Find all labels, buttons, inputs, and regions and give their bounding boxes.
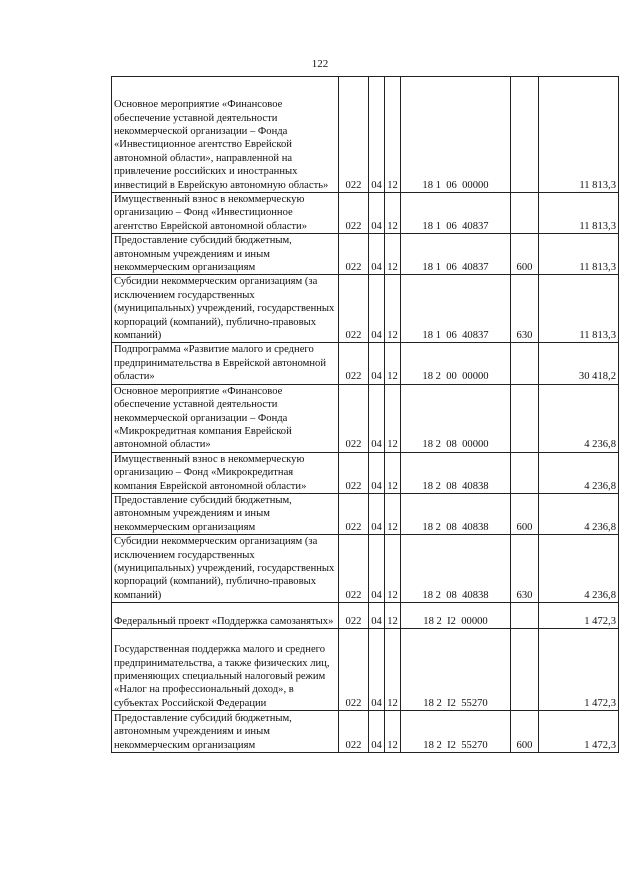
row-target-article-cell: 18 2 I2 00000 [401, 603, 511, 629]
row-section-cell: 04 [369, 234, 385, 275]
row-subsection-cell: 12 [385, 234, 401, 275]
row-name-cell: Основное мероприятие «Финансовое обеспечение уставной деятельности некоммерческой организации – Фонда «Инвестиционное агентство Еврейской автономной области», направленной на привлечение российских и иностранных инвестиций в Еврейскую автономную область» [112, 77, 339, 193]
row-target-article-cell: 18 2 00 00000 [401, 343, 511, 384]
row-expense-type-cell: 630 [511, 275, 539, 343]
row-name-cell: Имущественный взнос в некоммерческую организацию – Фонд «Инвестиционное агентство Еврейской автономной области» [112, 193, 339, 234]
row-expense-type-cell [511, 384, 539, 452]
row-sum-cell: 1 472,3 [539, 629, 619, 711]
row-subsection-cell: 12 [385, 452, 401, 493]
row-admin-code-cell: 022 [339, 275, 369, 343]
row-name-cell: Имущественный взнос в некоммерческую организацию – Фонд «Микрокредитная компания Еврейской автономной области» [112, 452, 339, 493]
row-expense-type-cell: 600 [511, 234, 539, 275]
row-sum-cell: 11 813,3 [539, 77, 619, 193]
row-section-cell: 04 [369, 603, 385, 629]
row-target-article-cell: 18 1 06 00000 [401, 77, 511, 193]
row-admin-code-cell: 022 [339, 77, 369, 193]
row-sum-cell: 11 813,3 [539, 193, 619, 234]
row-name-cell: Предоставление субсидий бюджетным, автономным учреждениям и иным некоммерческим организациям [112, 234, 339, 275]
row-name-cell: Федеральный проект «Поддержка самозанятых» [112, 603, 339, 629]
row-expense-type-cell [511, 629, 539, 711]
row-section-cell: 04 [369, 493, 385, 534]
row-sum-cell: 4 236,8 [539, 493, 619, 534]
row-sum-cell: 4 236,8 [539, 452, 619, 493]
table-row [112, 234, 619, 275]
row-section-cell: 04 [369, 343, 385, 384]
row-expense-type-cell [511, 343, 539, 384]
row-section-cell: 04 [369, 384, 385, 452]
table-row [112, 629, 619, 711]
table-row [112, 343, 619, 384]
row-expense-type-cell: 630 [511, 535, 539, 603]
table-row [112, 275, 619, 343]
row-admin-code-cell: 022 [339, 452, 369, 493]
row-subsection-cell: 12 [385, 343, 401, 384]
row-subsection-cell: 12 [385, 535, 401, 603]
row-section-cell: 04 [369, 77, 385, 193]
table-row [112, 384, 619, 452]
row-section-cell: 04 [369, 193, 385, 234]
row-expense-type-cell: 600 [511, 711, 539, 753]
row-name-cell: Основное мероприятие «Финансовое обеспечение уставной деятельности некоммерческой организации – Фонда «Микрокредитная компания Еврейской автономной области» [112, 384, 339, 452]
row-section-cell: 04 [369, 452, 385, 493]
table-row [112, 452, 619, 493]
row-subsection-cell: 12 [385, 711, 401, 753]
table-row [112, 603, 619, 629]
row-target-article-cell: 18 1 06 40837 [401, 234, 511, 275]
row-subsection-cell: 12 [385, 77, 401, 193]
row-expense-type-cell [511, 77, 539, 193]
row-expense-type-cell: 600 [511, 493, 539, 534]
row-section-cell: 04 [369, 711, 385, 753]
row-section-cell: 04 [369, 275, 385, 343]
row-section-cell: 04 [369, 629, 385, 711]
row-subsection-cell: 12 [385, 384, 401, 452]
row-admin-code-cell: 022 [339, 343, 369, 384]
row-subsection-cell: 12 [385, 275, 401, 343]
row-target-article-cell: 18 1 06 40837 [401, 193, 511, 234]
row-admin-code-cell: 022 [339, 384, 369, 452]
row-subsection-cell: 12 [385, 629, 401, 711]
table-row [112, 711, 619, 753]
row-admin-code-cell: 022 [339, 711, 369, 753]
row-target-article-cell: 18 2 08 40838 [401, 452, 511, 493]
budget-table [111, 76, 619, 753]
row-sum-cell: 11 813,3 [539, 234, 619, 275]
row-sum-cell: 1 472,3 [539, 711, 619, 753]
row-target-article-cell: 18 2 08 00000 [401, 384, 511, 452]
table-row [112, 535, 619, 603]
row-target-article-cell: 18 2 I2 55270 [401, 629, 511, 711]
table-row [112, 493, 619, 534]
row-section-cell: 04 [369, 535, 385, 603]
row-sum-cell: 30 418,2 [539, 343, 619, 384]
row-admin-code-cell: 022 [339, 493, 369, 534]
row-expense-type-cell [511, 452, 539, 493]
row-sum-cell: 11 813,3 [539, 275, 619, 343]
row-expense-type-cell [511, 193, 539, 234]
row-subsection-cell: 12 [385, 193, 401, 234]
row-name-cell: Подпрограмма «Развитие малого и среднего предпринимательства в Еврейской автономной области» [112, 343, 339, 384]
row-sum-cell: 4 236,8 [539, 384, 619, 452]
row-admin-code-cell: 022 [339, 603, 369, 629]
row-name-cell: Предоставление субсидий бюджетным, автономным учреждениям и иным некоммерческим организациям [112, 493, 339, 534]
row-sum-cell: 4 236,8 [539, 535, 619, 603]
row-target-article-cell: 18 2 08 40838 [401, 493, 511, 534]
row-name-cell: Субсидии некоммерческим организациям (за исключением государственных (муниципальных) учреждений, государственных корпораций (компаний), публично-правовых компаний) [112, 275, 339, 343]
table-row [112, 77, 619, 193]
row-subsection-cell: 12 [385, 493, 401, 534]
row-name-cell: Государственная поддержка малого и среднего предпринимательства, а также физических лиц, применяющих специальный налоговый режим «Налог на профессиональный доход», в субъектах Российской Федерации [112, 629, 339, 711]
row-admin-code-cell: 022 [339, 234, 369, 275]
row-admin-code-cell: 022 [339, 535, 369, 603]
row-name-cell: Субсидии некоммерческим организациям (за исключением государственных (муниципальных) учреждений, государственных корпораций (компаний), публично-правовых компаний) [112, 535, 339, 603]
page-number: 122 [311, 58, 329, 70]
row-target-article-cell: 18 1 06 40837 [401, 275, 511, 343]
row-expense-type-cell [511, 603, 539, 629]
row-name-cell: Предоставление субсидий бюджетным, автономным учреждениям и иным некоммерческим организациям [112, 711, 339, 753]
row-subsection-cell: 12 [385, 603, 401, 629]
row-sum-cell: 1 472,3 [539, 603, 619, 629]
row-target-article-cell: 18 2 I2 55270 [401, 711, 511, 753]
row-target-article-cell: 18 2 08 40838 [401, 535, 511, 603]
row-admin-code-cell: 022 [339, 629, 369, 711]
table-row [112, 193, 619, 234]
row-admin-code-cell: 022 [339, 193, 369, 234]
